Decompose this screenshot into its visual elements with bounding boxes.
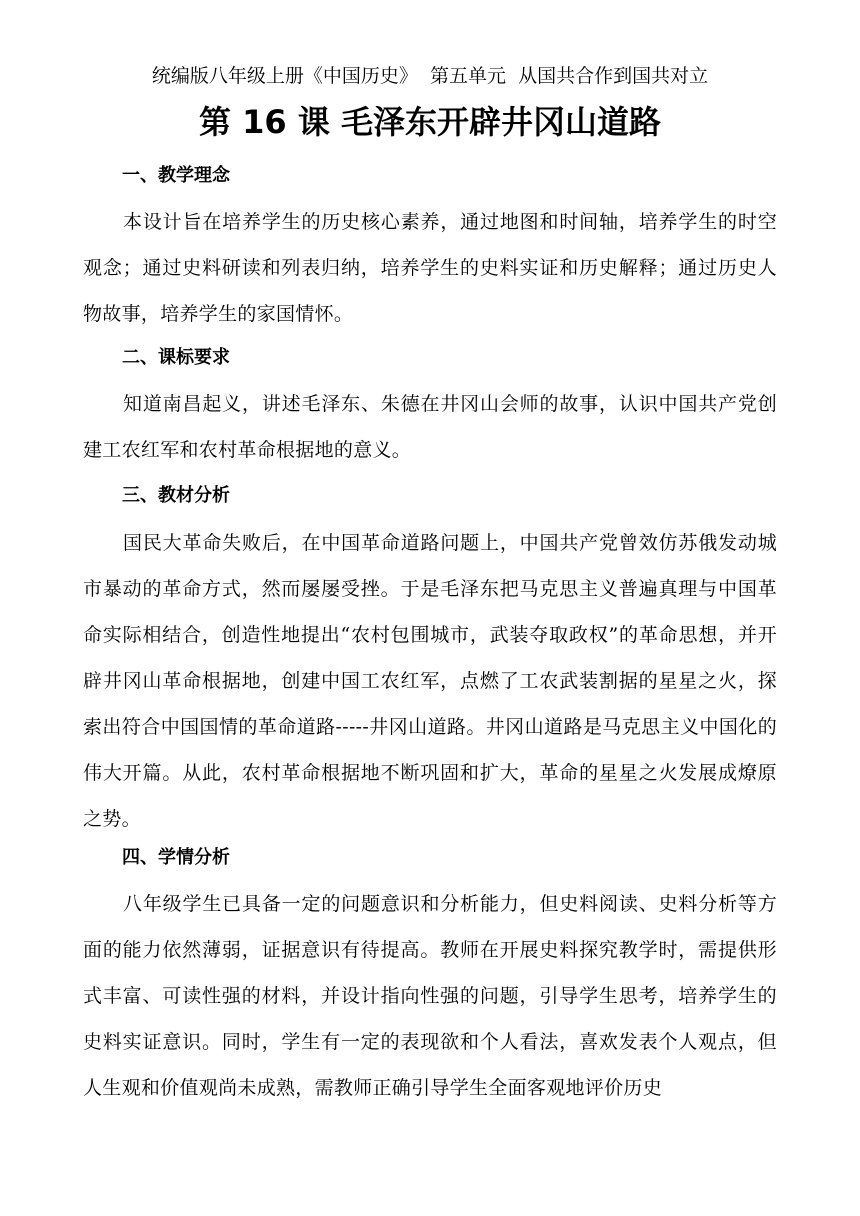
section-body-textbook-analysis: 国民大革命失败后，在中国革命道路问题上，中国共产党曾效仿苏俄发动城市暴动的革命方式，然而屡屡受挫。于是毛泽东把马克思主义普遍真理与中国革命实际相结合，创造性地提出“农村包围城市，武装夺取政权”的革命思想，并开辟井冈山革命根据地，创建中国工农红军，点燃了工农武装割据的星星之火，探索出符合中国国情的革命道路-----井冈山道路。井冈山道路是马克思主义中国化的伟大开篇。从此，农村革命根据地不断巩固和扩大，革命的星星之火发展成燎原之势。 [83,532,777,830]
lesson-title: 第 16 课 毛泽东开辟井冈山道路 [199,103,661,141]
section-body-teaching-philosophy: 本设计旨在培养学生的历史核心素养，通过地图和时间轴，培养学生的时空观念；通过史料研读和列表归纳，培养学生的史料实证和历史解释；通过历史人物故事，培养学生的家国情怀。 [83,211,777,325]
section-heading-textbook-analysis: 三、教材分析 [122,485,230,506]
section-heading-student-analysis: 四、学情分析 [122,847,230,868]
unit-subtitle: 统编版八年级上册《中国历史》 第五单元 从国共合作到国共对立 [151,65,709,87]
section-body-student-analysis: 八年级学生已具备一定的问题意识和分析能力，但史料阅读、史料分析等方面的能力依然薄弱，证据意识有待提高。教师在开展史料探究教学时，需提供形式丰富、可读性强的材料，并设计指向性强的问题，引导学生思考，培养学生的史料实证意识。同时，学生有一定的表现欲和个人看法，喜欢发表个人观点，但人生观和价值观尚未成熟，需教师正确引导学生全面客观地评价历史 [83,893,777,1099]
section-body-curriculum-requirements: 知道南昌起义，讲述毛泽东、朱德在井冈山会师的故事，认识中国共产党创建工农红军和农村革命根据地的意义。 [83,393,777,461]
section-heading-curriculum-requirements: 二、课标要求 [122,347,230,368]
section-heading-teaching-philosophy: 一、教学理念 [122,165,230,186]
